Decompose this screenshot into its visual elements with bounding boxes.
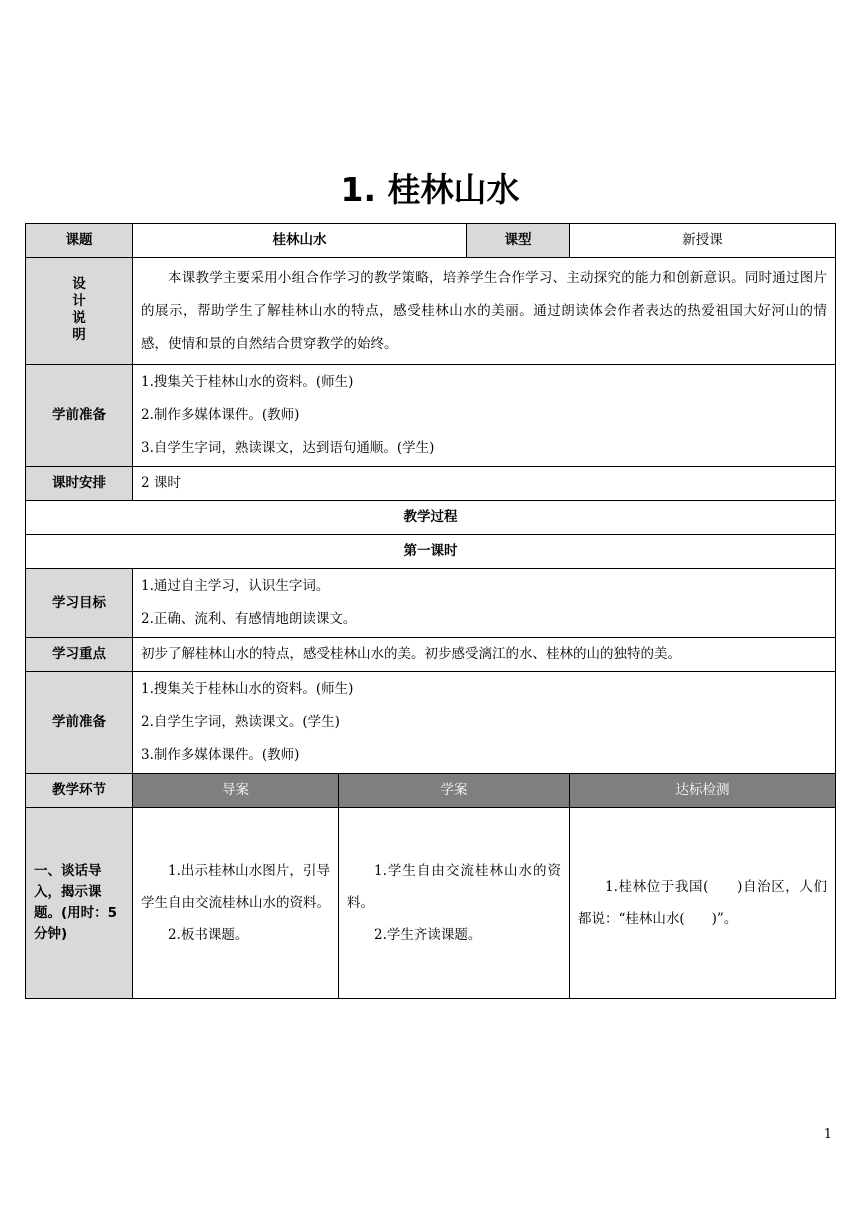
check-cell xyxy=(570,808,836,999)
steps-header-row xyxy=(26,774,836,808)
guide-item: 1.出示桂林山水图片，引导学生自由交流桂林山水的资料。 xyxy=(141,863,330,911)
prep-label: 学前准备 xyxy=(26,365,133,467)
col-guide: 导案 xyxy=(133,774,339,808)
topic-value: 桂林山水 xyxy=(133,224,467,258)
lesson-row xyxy=(26,535,836,569)
design-text-cell xyxy=(133,258,836,365)
type-value: 新授课 xyxy=(570,224,836,258)
lesson-plan-table xyxy=(25,223,836,999)
process-header: 教学过程 xyxy=(26,501,836,535)
check-item: 1.桂林位于我国( )自治区，人们都说：“桂林山水( )”。 xyxy=(578,879,827,927)
prep-items xyxy=(133,365,836,467)
goal-item: 1.通过自主学习，认识生字词。 xyxy=(141,578,330,594)
prep-label-2: 学前准备 xyxy=(26,672,133,774)
focus-row xyxy=(26,638,836,672)
prep-item: 2.自学生字词，熟读课文。(学生) xyxy=(141,714,340,730)
hours-label: 课时安排 xyxy=(26,467,133,501)
process-header-row xyxy=(26,501,836,535)
guide-item: 2.板书课题。 xyxy=(168,927,249,943)
goals-row xyxy=(26,569,836,638)
prep-items-2 xyxy=(133,672,836,774)
goals-items xyxy=(133,569,836,638)
topic-row xyxy=(26,224,836,258)
step-row xyxy=(26,808,836,999)
focus-label: 学习重点 xyxy=(26,638,133,672)
prep-row-2 xyxy=(26,672,836,774)
design-text: 本课教学主要采用小组合作学习的教学策略，培养学生合作学习、主动探究的能力和创新意识。同时通过图片的展示，帮助学生了解桂林山水的特点，感受桂林山水的美丽。通过朗读体会作者表达的热爱祖国大好河山的情感，使情和景的自然结合贯穿教学的始终。 xyxy=(141,269,827,352)
prep-item: 2.制作多媒体课件。(教师) xyxy=(141,407,300,423)
hours-value: 2 课时 xyxy=(133,467,836,501)
topic-label: 课题 xyxy=(26,224,133,258)
lesson-title: 第一课时 xyxy=(26,535,836,569)
design-label: 设计说明 xyxy=(72,276,86,343)
stage-cell: 一、谈话导入，揭示课题。(用时：5 分钟) xyxy=(26,808,133,999)
goals-label: 学习目标 xyxy=(26,569,133,638)
prep-row xyxy=(26,365,836,467)
study-item: 2.学生齐读课题。 xyxy=(374,927,482,943)
study-cell xyxy=(339,808,570,999)
type-label: 课型 xyxy=(467,224,570,258)
page-number: 1 xyxy=(823,1127,832,1142)
guide-cell xyxy=(133,808,339,999)
study-item: 1.学生自由交流桂林山水的资料。 xyxy=(347,863,561,911)
focus-text: 初步了解桂林山水的特点，感受桂林山水的美。初步感受漓江的水、桂林的山的独特的美。 xyxy=(133,638,836,672)
prep-item: 1.搜集关于桂林山水的资料。(师生) xyxy=(141,681,354,697)
design-label-cell xyxy=(26,258,133,365)
col-stage: 教学环节 xyxy=(26,774,133,808)
prep-item: 1.搜集关于桂林山水的资料。(师生) xyxy=(141,374,354,390)
goal-item: 2.正确、流利、有感情地朗读课文。 xyxy=(141,611,357,627)
prep-item: 3.制作多媒体课件。(教师) xyxy=(141,747,300,763)
prep-item: 3.自学生字词，熟读课文，达到语句通顺。(学生) xyxy=(141,440,435,456)
col-check: 达标检测 xyxy=(570,774,836,808)
page-title: 1. 桂林山水 xyxy=(340,170,520,209)
col-study: 学案 xyxy=(339,774,570,808)
hours-row xyxy=(26,467,836,501)
design-row xyxy=(26,258,836,365)
